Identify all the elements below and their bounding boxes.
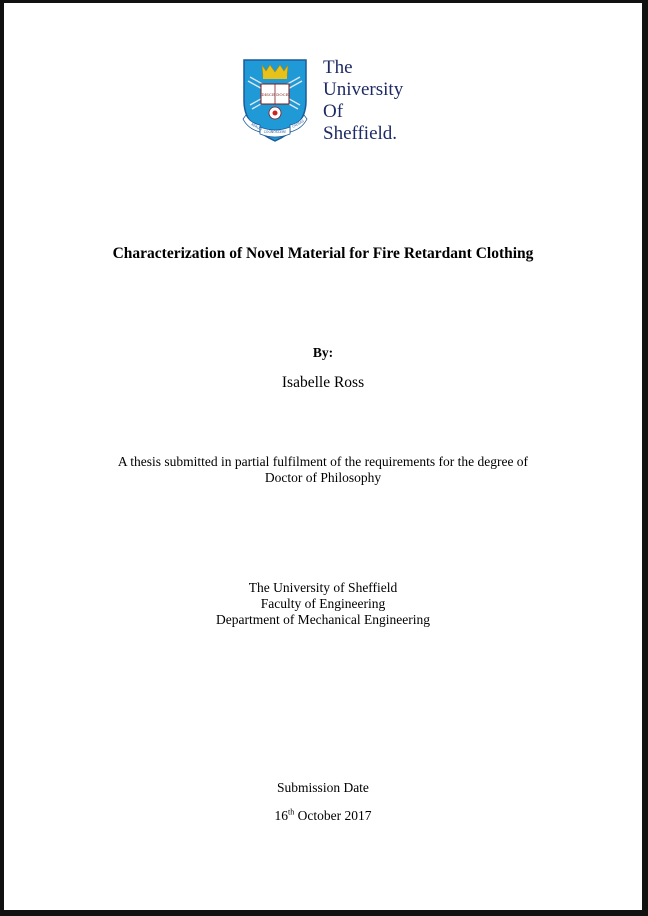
thesis-statement-line-1: A thesis submitted in partial fulfilment of the requirements for the degree of [117, 454, 529, 469]
degree-name: Doctor of Philosophy [264, 470, 382, 485]
university-wordmark [323, 57, 403, 145]
crest-book-text: DISCE DOCE [261, 92, 289, 97]
by-label: By: [312, 345, 334, 360]
affiliation-block [4, 580, 642, 628]
university-logo [240, 57, 420, 143]
motto-left: RERUM [250, 122, 263, 132]
motto-middle: COGNOSCERE [263, 130, 287, 134]
university-name: The University of Sheffield [248, 580, 398, 595]
department-name: Department of Mechanical Engineering [215, 612, 431, 627]
submission-day: 16 [274, 808, 289, 823]
motto-right: CAUSAS [291, 118, 305, 129]
wordmark-line-4: Sheffield. [323, 123, 398, 144]
author-name: Isabelle Ross [281, 374, 365, 391]
thesis-statement [4, 454, 642, 486]
submission-day-suffix: th [288, 807, 295, 817]
university-crest-icon [240, 57, 310, 143]
submission-month-year: October 2017 [297, 808, 372, 823]
wordmark-line-2: University [323, 79, 404, 100]
submission-date-label: Submission Date [277, 780, 369, 795]
thesis-title: Characterization of Novel Material for Fire Retardant Clothing [112, 245, 534, 262]
faculty-name: Faculty of Engineering [260, 596, 386, 611]
submission-date [4, 808, 642, 824]
wordmark-line-3: Of [323, 101, 344, 122]
wordmark-line-1: The [323, 57, 353, 78]
